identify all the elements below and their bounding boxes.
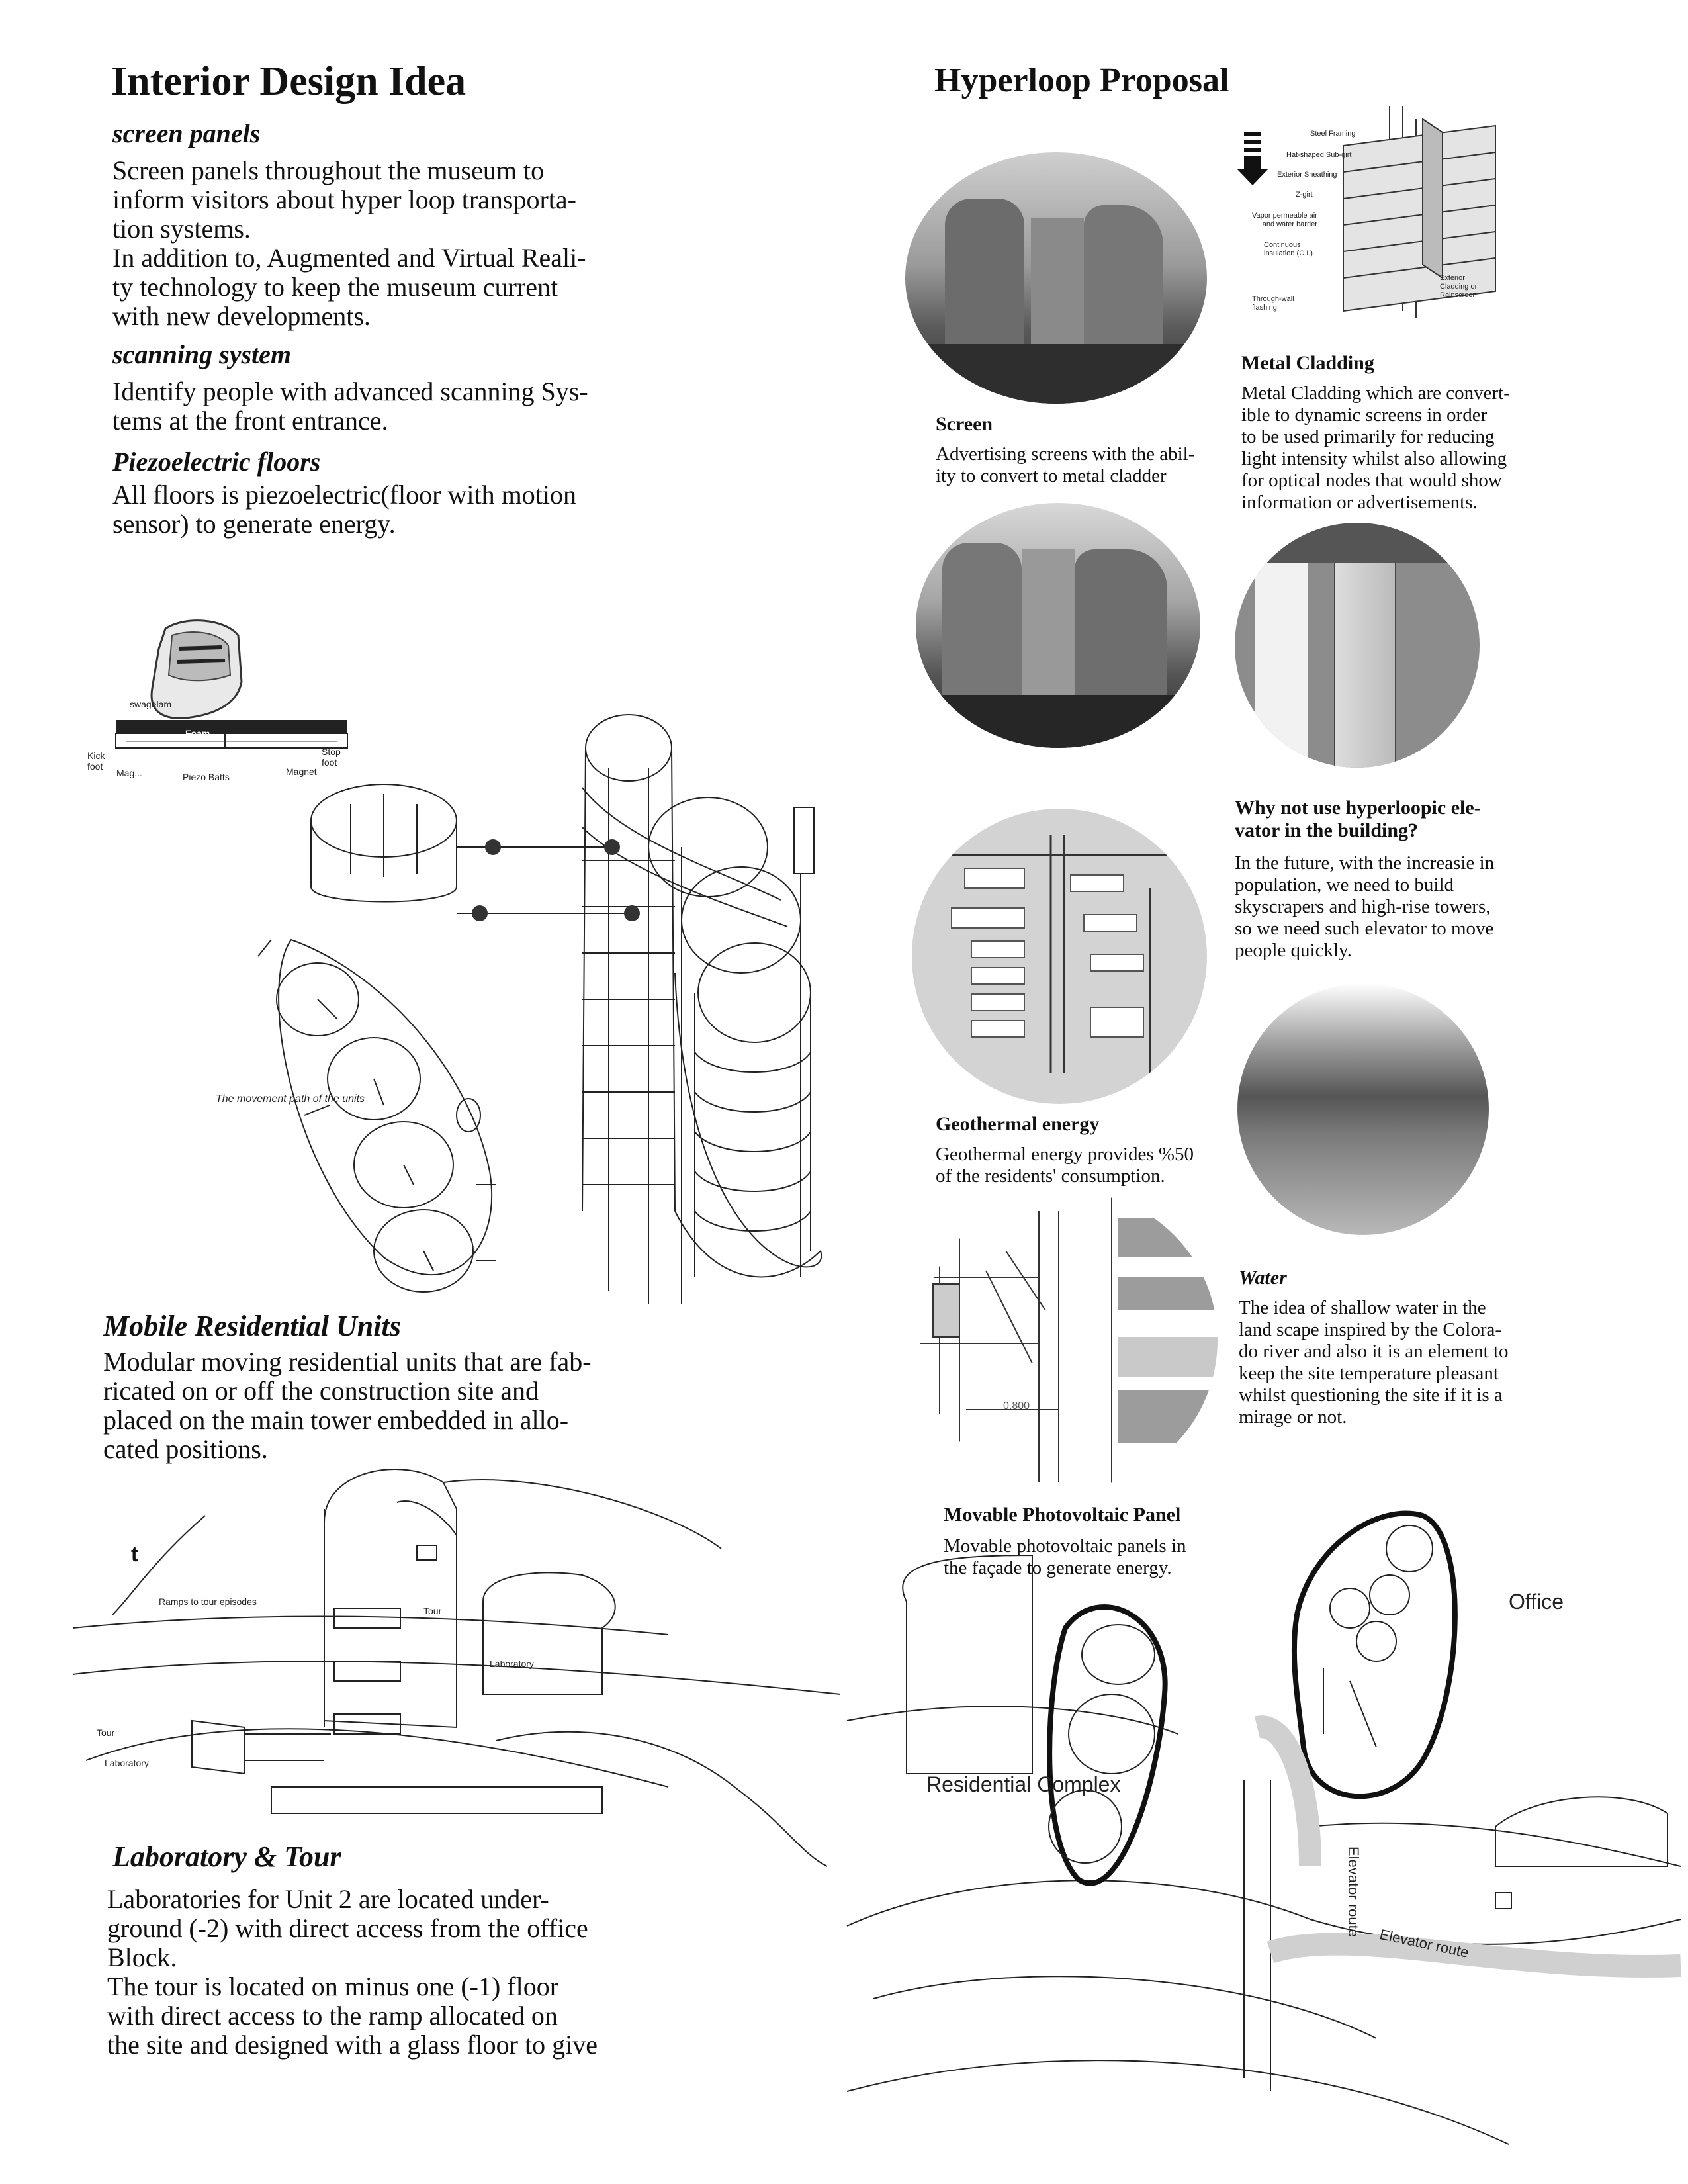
piezo-stop-label: Stop foot bbox=[322, 747, 341, 768]
cladding-label-5: Vapor permeable air and water barrier bbox=[1252, 212, 1317, 228]
lab-tour-heading: Laboratory & Tour bbox=[112, 1841, 341, 1873]
piezo-bottom-label: Piezo Batts bbox=[183, 772, 230, 782]
screen-render-image bbox=[905, 152, 1207, 404]
piezo-floors-heading: Piezoelectric floors bbox=[112, 447, 321, 477]
screen-text: Advertising screens with the abil- ity to convert to metal cladder bbox=[936, 443, 1195, 486]
water-heading: Water bbox=[1239, 1267, 1287, 1289]
cladding-label-2: Hat-shaped Sub-girt bbox=[1286, 151, 1352, 159]
cladding-label-8: Exterior Cladding or Rainscreen bbox=[1440, 274, 1478, 299]
office-label: Office bbox=[1509, 1590, 1564, 1614]
page-title-right: Hyperloop Proposal bbox=[934, 62, 1229, 99]
photovoltaic-detail-drawing bbox=[920, 1191, 1218, 1489]
scanning-system-text: Identify people with advanced scanning Sys- tems at the front entrance. bbox=[112, 377, 588, 435]
cladding-render-image bbox=[916, 503, 1200, 748]
page-title-left: Interior Design Idea bbox=[111, 59, 466, 104]
piezo-kick-label: Kick foot bbox=[87, 751, 105, 772]
piezo-right-label: Magnet bbox=[286, 766, 317, 777]
mobile-units-heading: Mobile Residential Units bbox=[103, 1310, 401, 1342]
laboratory-tour-drawing bbox=[73, 1443, 840, 1866]
metal-cladding-heading: Metal Cladding bbox=[1241, 352, 1374, 374]
lab-tour-text: Laboratories for Unit 2 are located under- ground (-2) with direct access from the office Block. The tour is located on minus one (-1) floor with direct access to the ramp allocated on the site and designed with a glass floor to give bbox=[107, 1884, 598, 2060]
mobile-units-text: Modular moving residential units that are fab- ricated on or off the construction site and placed on the main tower embedded in allo- cated positions. bbox=[103, 1347, 592, 1464]
residential-complex-label: Residential Complex bbox=[926, 1772, 1121, 1796]
screen-panels-heading: screen panels bbox=[112, 118, 261, 148]
laboratory-left-label: Laboratory bbox=[105, 1758, 149, 1768]
piezo-floors-text: All floors is piezoelectric(floor with motion sensor) to generate energy. bbox=[112, 480, 576, 539]
metal-cladding-text: Metal Cladding which are convert- ible to dynamic screens in order to be used primarily for reducing light intensity whilst also allowing for optical nodes that would show information or advertisements. bbox=[1241, 383, 1510, 513]
tour-left-label: Tour bbox=[97, 1727, 115, 1738]
geothermal-text: Geothermal energy provides %50 of the residents' consumption. bbox=[936, 1144, 1194, 1187]
laboratory-right-label: Laboratory bbox=[490, 1659, 534, 1669]
piezo-brand-label: swagelam bbox=[130, 699, 172, 709]
geothermal-heading: Geothermal energy bbox=[936, 1113, 1100, 1135]
movement-path-label: The movement path of the units bbox=[216, 1093, 365, 1105]
lab-diagram-t: t bbox=[131, 1542, 138, 1566]
cladding-label-6: Continuous insulation (C.I.) bbox=[1264, 241, 1313, 257]
geothermal-diagram bbox=[912, 809, 1207, 1104]
elevator-route-label-1: Elevator route bbox=[1345, 1846, 1362, 1937]
mobile-units-tower-drawing bbox=[251, 708, 834, 1304]
why-hyperloop-text: In the future, with the increasie in population, we need to build skyscrapers and high-rise towers, so we need such elevator to move people quickly. bbox=[1235, 852, 1495, 961]
elevator-shaft-image bbox=[1235, 523, 1480, 768]
pv-heading: Movable Photovoltaic Panel bbox=[944, 1504, 1181, 1525]
water-landscape-image bbox=[1237, 983, 1489, 1235]
elevator-route-label-2: Elevator route bbox=[1378, 1926, 1470, 1961]
cladding-label-7: Through-wall flashing bbox=[1252, 295, 1294, 312]
ramps-label: Ramps to tour episodes bbox=[159, 1596, 257, 1607]
pv-text: Movable photovoltaic panels in the façade to generate energy. bbox=[944, 1535, 1186, 1578]
piezo-left-label: Mag... bbox=[116, 768, 142, 778]
screen-panels-text: Screen panels throughout the museum to inform visitors about hyper loop transporta- tion systems. In addition to, Augmented and Virtual Reali- ty technology to keep the museum current with new developments. bbox=[112, 156, 586, 331]
why-hyperloop-heading: Why not use hyperloopic ele- vator in the building? bbox=[1235, 797, 1481, 841]
cladding-label-1: Steel Framing bbox=[1310, 130, 1356, 138]
pv-dimension-label: 0.800 bbox=[1003, 1400, 1030, 1412]
cladding-label-4: Z-girt bbox=[1296, 191, 1313, 199]
tour-top-label: Tour bbox=[423, 1606, 442, 1616]
scanning-system-heading: scanning system bbox=[112, 340, 292, 369]
piezo-foam-label: Foam bbox=[185, 728, 210, 739]
cladding-label-3: Exterior Sheathing bbox=[1277, 171, 1337, 179]
screen-heading: Screen bbox=[936, 413, 993, 435]
water-text: The idea of shallow water in the land scape inspired by the Colora- do river and also it is an element to keep the site temperature pleasant whilst questioning the site if it is a mirage or not. bbox=[1239, 1297, 1509, 1428]
